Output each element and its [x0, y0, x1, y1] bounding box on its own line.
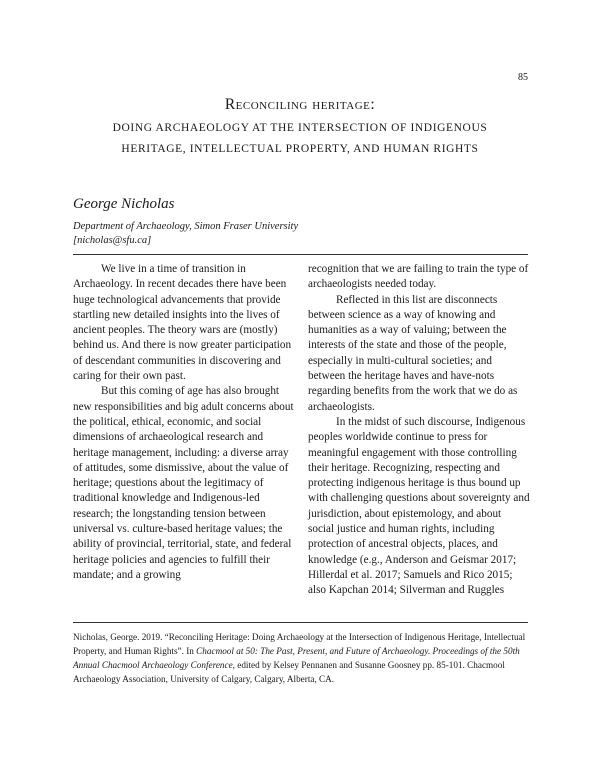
title-block — [0, 95, 600, 160]
paragraph: We live in a time of transition in Archaeology. In recent decades there have been huge technological advancements that provide startling new detailed insights into the lives of ancient peoples. The theory wars are (mostly) behind us. And there is now greater participation of descendant communities in discovering and caring for their own past. — [73, 263, 292, 383]
citation-book-title: Chacmool at 50: The Past, Present, and Future of Archaeology. Proceedings of the 50th Annual Chacmool Archaeology Conference — [73, 646, 520, 670]
author-affiliation-block — [73, 220, 298, 248]
page-number: 85 — [518, 72, 528, 83]
footer-rule — [73, 622, 528, 623]
paragraph: Reflected in this list are disconnects between science as a way of knowing and humanities as a way of valuing; between the interests of the state and those of the people, especially in multi-cultural societies; and between the heritage haves and have-nots regarding benefits from the work that we do as archaeologists. — [308, 293, 518, 413]
citation-text: Nicholas, George. 2019. “Reconciling Heritage: Doing Archaeology at the Intersection of Indigenous Heritage, Intellectual Property, and Human Rights”. In — [73, 632, 526, 656]
body-column-right — [308, 262, 530, 599]
paragraph: But this coming of age has also brought new responsibilities and big adult concerns about the political, ethical, economic, and social dimensions of archaeological research and heritage management, including: a diverse array of attitudes, some dismissive, about the value of heritage; questions about the legitimacy of traditional knowledge and Indigenous-led research; the longstanding tension between universal vs. culture-based heritage values; the ability of provincial, territorial, state, and federal heritage policies and agencies to fulfill their mandate; and a growing — [73, 385, 294, 581]
author-email: [nicholas@sfu.ca] — [73, 235, 152, 246]
author-affiliation: Department of Archaeology, Simon Fraser University — [73, 221, 299, 232]
title-line-2: DOING ARCHAEOLOGY AT THE INTERSECTION OF INDIGENOUS — [112, 122, 488, 134]
citation — [73, 630, 528, 686]
paragraph: recognition that we are failing to train the type of archaeologists needed today. — [308, 263, 529, 291]
title-line-1: Reconciling heritage: — [224, 96, 376, 113]
paragraph: In the midst of such discourse, Indigenous peoples worldwide continue to press for meaningful engagement with those controlling their heritage. Recognizing, respecting and protecting indigenous heritage is thus bound up with challenging questions about sovereignty and jurisdiction, about epistemology, and about social justice and human rights, including protection of ancestral objects, places, and knowledge (e.g., Anderson and Geismar 2017; Hillerdal et al. 2017; Samuels and Rico 2015; also Kapchan 2014; Silverman and Ruggles — [308, 415, 530, 597]
header-rule — [73, 254, 528, 255]
author-name: George Nicholas — [73, 196, 175, 212]
body-column-left — [73, 262, 295, 583]
citation-publisher: , edited by Kelsey Pennanen and Susanne Goosney pp. 85-101. Chacmool Archaeology Association, University of Calgary, Calgary, Alberta, CA. — [73, 660, 505, 684]
title-line-3: HERITAGE, INTELLECTUAL PROPERTY, AND HUMAN RIGHTS — [121, 143, 479, 155]
